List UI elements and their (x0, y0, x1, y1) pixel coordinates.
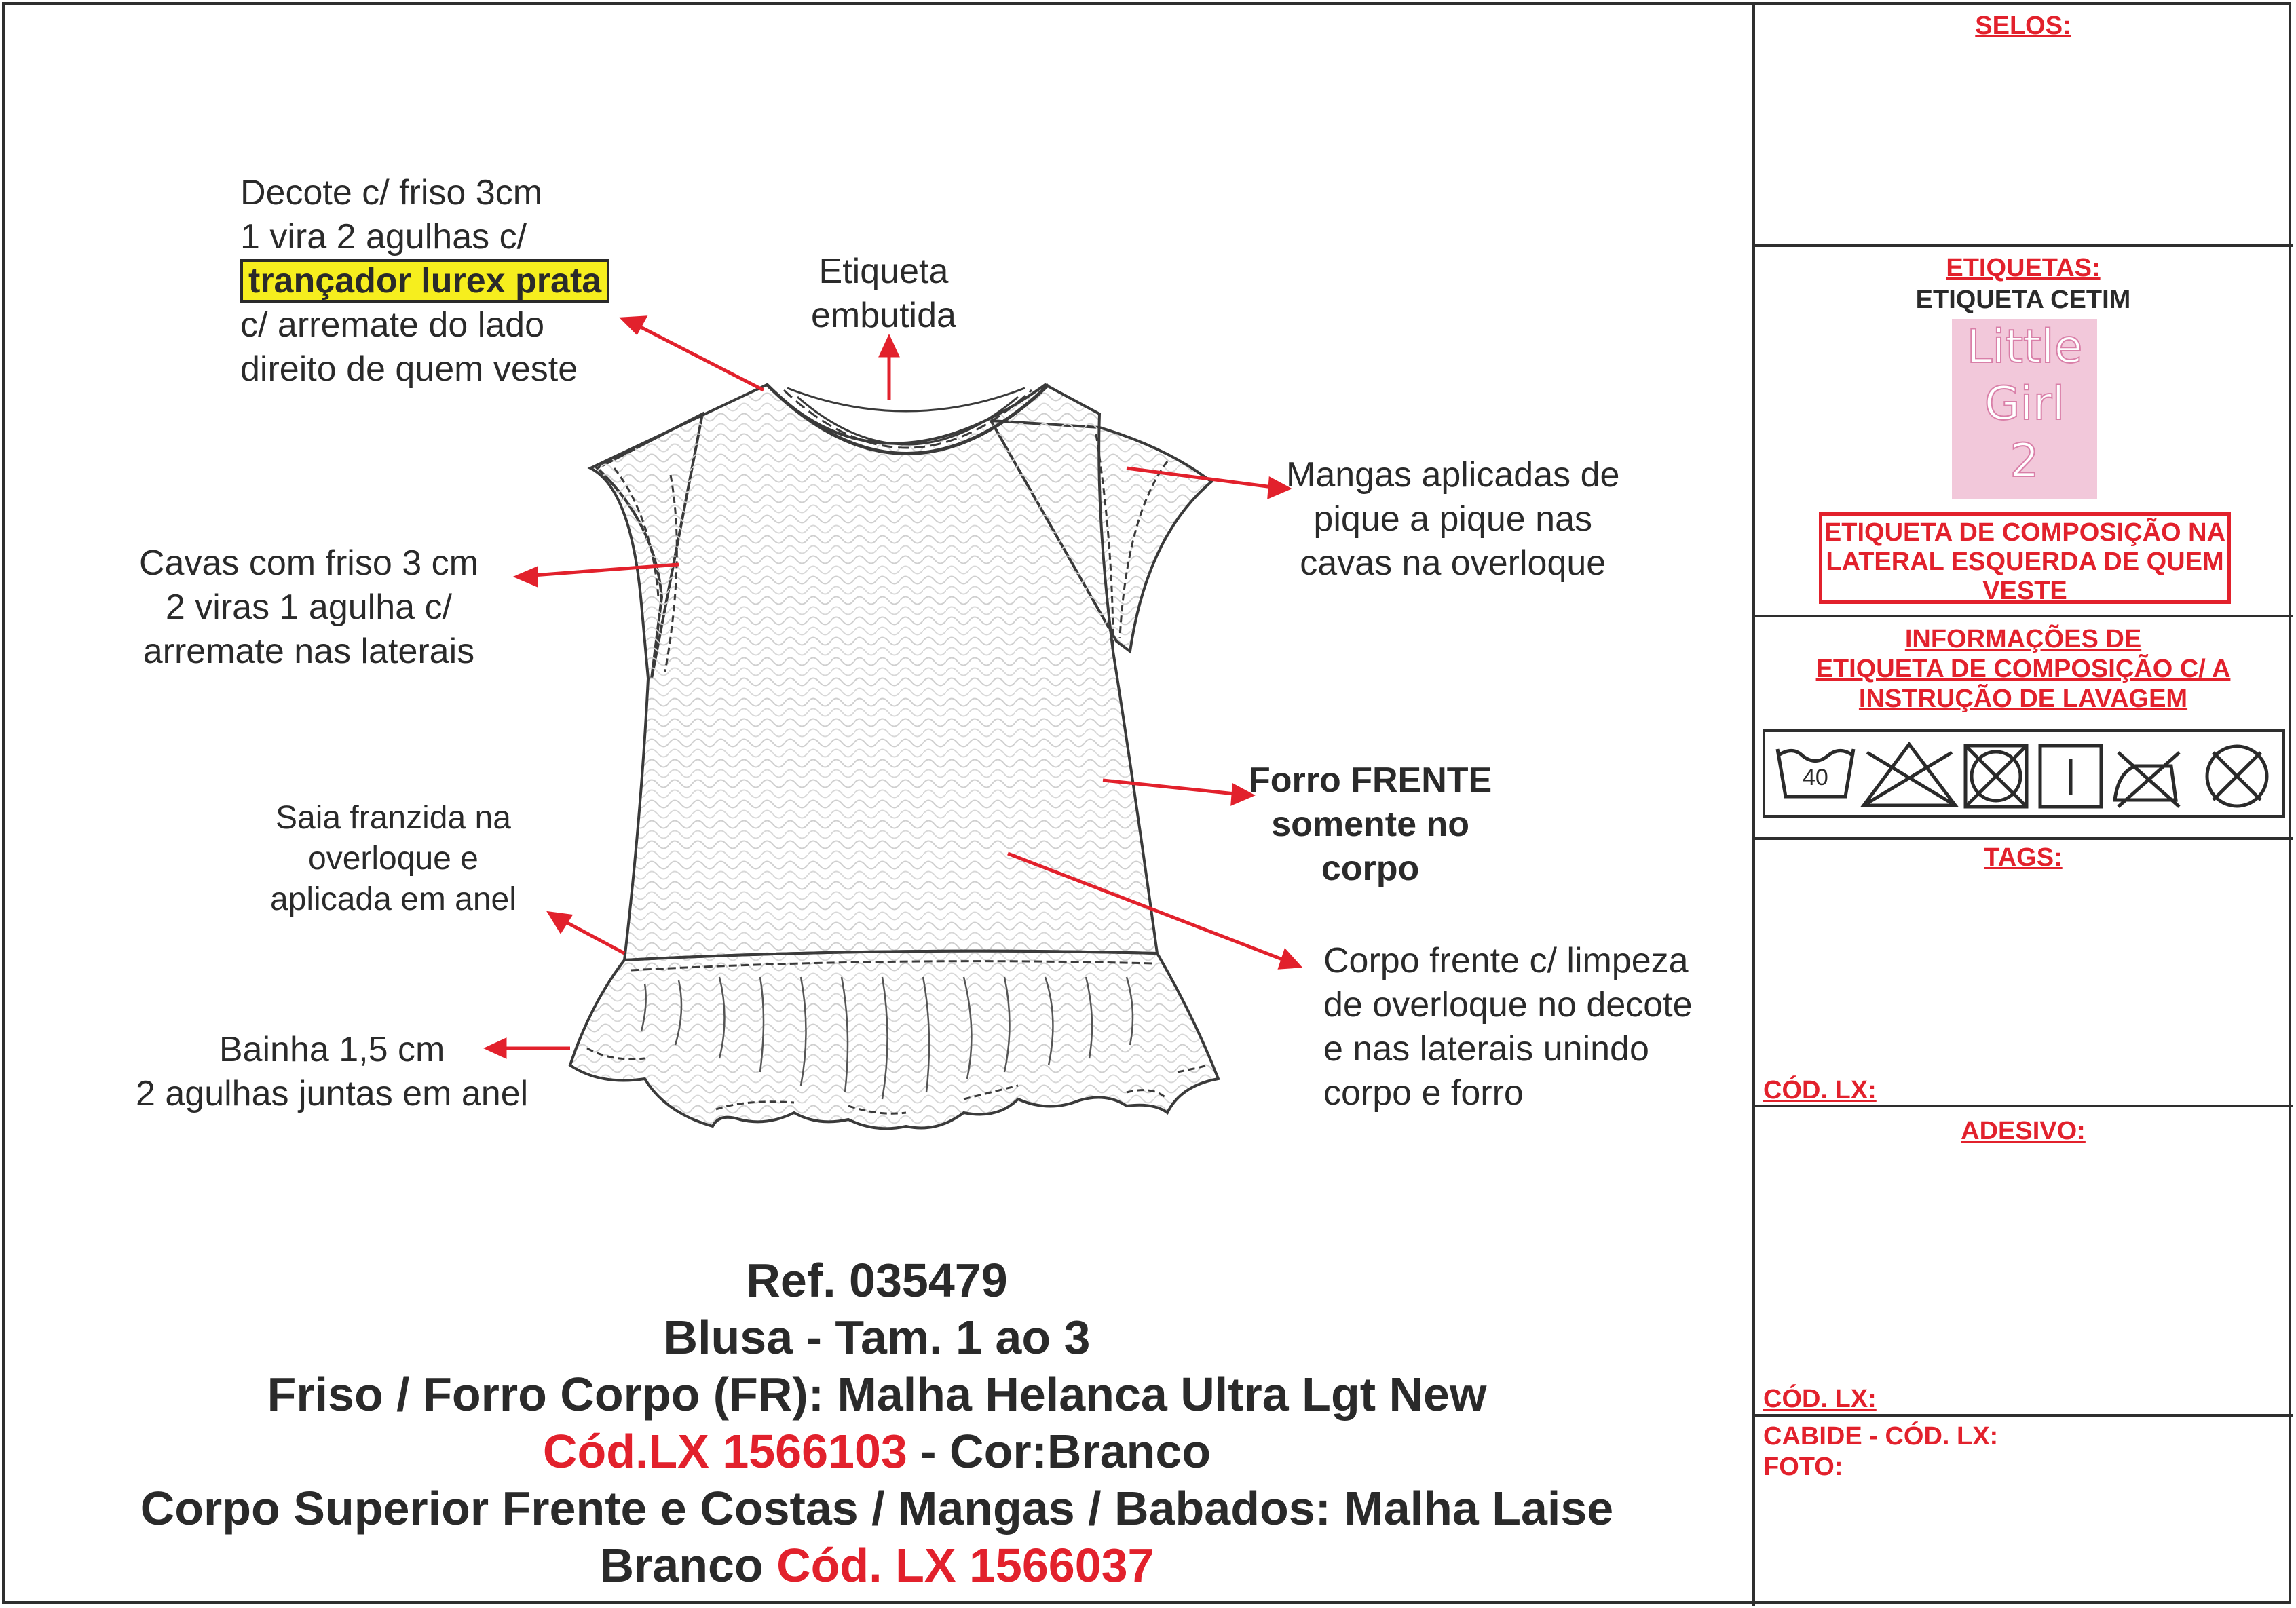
highlight-lurex: trançador lurex prata (240, 259, 609, 303)
do-not-dry-clean-icon (2207, 746, 2267, 806)
blusa-line: Blusa - Tam. 1 ao 3 (663, 1311, 1091, 1364)
skirt-ruffle (570, 951, 1218, 1129)
note-bainha: Bainha 1,5 cm 2 agulhas juntas em anel (136, 1030, 529, 1113)
cod-lx-tags: CÓD. LX: (1763, 1076, 1877, 1105)
informacoes-line-3: INSTRUÇÃO DE LAVAGEM (1858, 685, 2188, 713)
do-not-iron-icon (2115, 752, 2179, 807)
informacoes-line-1: INFORMAÇÕES DE (1904, 625, 2142, 653)
cor-branco: - Cor:Branco (907, 1425, 1211, 1478)
branco-text: Branco (599, 1539, 777, 1592)
corpo-superior-line: Corpo Superior Frente e Costas / Mangas / Babados: Malha Laise (140, 1482, 1614, 1535)
cod-lx-1566037: Cód. LX 1566037 (776, 1539, 1154, 1592)
note-forro: Forro FRENTE somente no corpo (1249, 761, 1492, 888)
etiquetas-heading: ETIQUETAS: (1946, 254, 2101, 282)
svg-text:40: 40 (1803, 765, 1828, 790)
cod-cor-line (0, 1423, 1754, 1480)
etiqueta-cetim: ETIQUETA CETIM (1915, 286, 2131, 314)
foto-label: FOTO: (1763, 1453, 1843, 1481)
friso-line: Friso / Forro Corpo (FR): Malha Helanca Ultra Lgt New (267, 1368, 1487, 1421)
note-etiqueta: Etiqueta embutida (811, 252, 956, 335)
bodice (590, 385, 1157, 960)
cod-lx-1566103: Cód.LX 1566103 (542, 1425, 907, 1478)
cabide-cod-lx: CABIDE - CÓD. LX: (1763, 1422, 1999, 1451)
do-not-bleach-icon (1864, 744, 1955, 805)
little-girl-label: Little Girl 2 (1952, 319, 2097, 499)
note-corpo: Corpo frente c/ limpeza de overloque no decote e nas laterais unindo corpo e forro (1323, 941, 1693, 1113)
adesivo-heading: ADESIVO: (1961, 1117, 2086, 1145)
branco-cod-line (0, 1537, 1754, 1594)
wash-40-icon (1777, 749, 1853, 797)
note-mangas: Mangas aplicadas de pique a pique nas cavas na overloque (1286, 455, 1620, 583)
do-not-tumble-dry-icon (1965, 746, 2027, 807)
wash-symbols (1763, 729, 2285, 818)
composicao-box: ETIQUETA DE COMPOSIÇÃO NA LATERAL ESQUERDA DE QUEM VESTE (1819, 512, 2231, 604)
ref-line: Ref. 035479 (746, 1254, 1008, 1307)
note-decote: Decote c/ friso 3cm 1 vira 2 agulhas c/ trançador lurex prata c/ arremate do lado direito de quem veste (240, 171, 609, 391)
cod-lx-adesivo: CÓD. LX: (1763, 1385, 1877, 1413)
tags-heading: TAGS: (1984, 843, 2063, 872)
line-dry-icon (2040, 746, 2101, 807)
selos-heading: SELOS: (1975, 12, 2071, 40)
note-cavas: Cavas com friso 3 cm 2 viras 1 agulha c/ arremate nas laterais (139, 543, 478, 671)
informacoes-line-2: ETIQUETA DE COMPOSIÇÃO C/ A (1815, 655, 2231, 683)
note-saia: Saia franzida na overloque e aplicada em anel (270, 800, 516, 917)
